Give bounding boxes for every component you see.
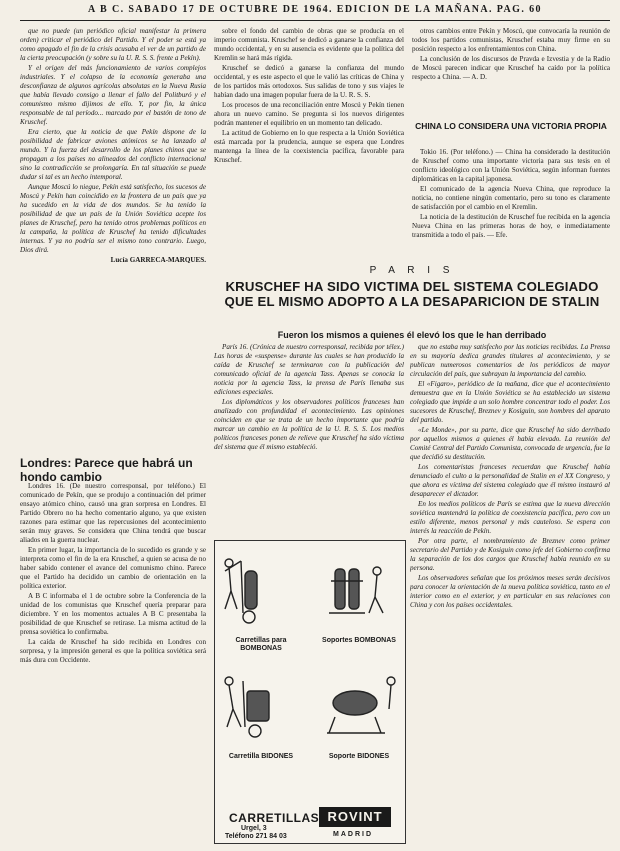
paris-paragraph: París 16. (Crónica de nuestro corresponsal, recibida por télex.) Las horas de «suspense» durante las cuales se han producido la caída de Kruschef se terminaron con la publicación del comunicado oficial de la agencia Tass. Apenas se conocía la noticia por la agencia Tass, la prensa de París llenaba sus ediciones especiales. (214, 343, 404, 396)
rovint-advertisement (214, 540, 406, 844)
ad-caption-drum-cart: Carretilla BIDONES (228, 753, 294, 760)
ad-logo: ROVINT (319, 807, 391, 827)
col1-paragraph: Y el origen del más funcionamiento de varios complejos industriales. Y el colapso de la economía generaba una desconfianza de algunos agrícolas absolutas en la Nueva Rusia que había llevado consigo a llenar el fallo del Politburó y el comunismo mismo dijimos de ello. Y, por fin, la única responsable de tal período... marcado por el bastón de tono de Kruschef. (20, 64, 206, 126)
header-rule (20, 20, 610, 21)
ad-city: MADRID (333, 831, 373, 838)
col3-paragraph: otros cambios entre Pekín y Moscú, que convocaría la reunión de todos los partidos comunistas, Kruschef estaba muy firme en su posición respecto a los enfrentamientos con China. (412, 27, 610, 53)
paris-paragraph: Por otra parte, el nombramiento de Breznev como primer secretario del Partido y de Kosiguin como jefe del Gobierno confirma la separación de los dos cargos que Kruschef había reunido en su persona. (410, 537, 610, 572)
londres-paragraph: Londres 16. (De nuestro corresponsal, por teléfono.) El comunicado de Pekín, que se produjo a continuación del primer ensayo atómico chino, causó una gran sorpresa en Londres. El Partido Obrero no ha hecho comentario alguno, ya que existen razones para estimar que las repercusiones del acontecimiento serán muy graves. Se considera que China tendrá que buscar aliados en la guerra nuclear. (20, 482, 206, 544)
londres-paragraph: La caída de Kruschef ha sido recibida en Londres con sorpresa, y la impresión general es que la política soviética será más dura con Occidente. (20, 638, 206, 664)
main-subheadline: Fueron los mismos a quienes él elevó los que le han derribado (277, 330, 547, 340)
ad-illustrations (215, 541, 405, 801)
ad-address: Urgel, 3 (241, 825, 267, 832)
paris-paragraph: «Le Monde», por su parte, dice que Kruschef ha sido derribado por aquellos mismos a quienes él había elevado. La reunión del Comité Central del Partido Comunista, convocada de urgencia, fue la que decidió su destitución. (410, 426, 610, 461)
china-paragraph: La noticia de la destitución de Kruschef fue recibida en la agencia Nueva China en las primeras horas de hoy, e inmediatamente transmitida a todo el país. — Efe. (412, 213, 610, 239)
drum-cart-illustration (225, 677, 269, 737)
paris-paragraph: Los comentaristas franceses recuerdan que Kruschef había denunciado el culto a la personalidad de Stalin en el XX Congreso, y que ahora es víctima del sistema colegiado que él mismo instauró al desaparecer el dictador. (410, 463, 610, 498)
paris-article-left (214, 343, 404, 535)
paris-article-right (410, 343, 610, 842)
ad-brand: CARRETILLAS (229, 811, 320, 825)
ad-caption-cylinder-cart: Carretillas para BOMBONAS (235, 637, 287, 652)
main-headline: KRUSCHEF HA SIDO VICTIMA DEL SISTEMA COLEGIADO QUE EL MISMO ADOPTO A LA DESAPARICION DE STALIN (224, 279, 600, 309)
paris-paragraph: En los medios políticos de París se estima que la nueva dirección soviética mantendrá la política de coexistencia pacífica, pero con un estilo diferente, menos personal y más cauteloso. Se espera con interés la reacción de Pekín. (410, 500, 610, 535)
ad-caption-drum-stand: Soporte BIDONES (328, 753, 390, 760)
col1-paragraph: que no puede (un periódico oficial manifestar la primera orden) criticar el periódico del Partido. Y el poder se está ya como apagado el fin de la crisis acusaba el ver de un partido de la cierta preocupación (y sobre su la U. R. S. S. frente a Pekín). (20, 27, 206, 62)
paris-label: P A R I S (369, 265, 455, 276)
col2-paragraph: Kruschef se dedicó a ganarse la confianza del mundo occidental, y es este aspecto el que le valió las críticas de China y de los partidos más ortodoxos. Sus salidas de tono y sus viajes le habían dado una imagen popular fuera de la U. R. S. S. (214, 64, 404, 99)
column-2-text (214, 27, 404, 259)
paris-paragraph: que no estaba muy satisfecho por las noticias recibidas. La Prensa en su mayoría dedica grandes titulares al acontecimiento, y se publican numerosos comentarios de los periódicos de mayor circulación del país, que subrayan la importancia del cambio. (410, 343, 610, 378)
china-paragraph: Tokio 16. (Por teléfono.) — China ha considerado la destitución de Kruschef como una importante victoria para sus tesis en el conflicto ideológico con la Unión Soviética, según informan fuentes diplomáticas en la capital japonesa. (412, 148, 610, 183)
londres-headline: Londres: Parece que habrá un hondo cambio (20, 456, 193, 484)
china-headline: CHINA LO CONSIDERA UNA VICTORIA PROPIA (415, 121, 607, 131)
londres-paragraph: En primer lugar, la importancia de lo sucedido es grande y se interpreta como el fin de la era Kruschef, a quien se acusa de no haber sabido contener el avance del comunismo chino. Parece que el Partido ha decidido un cambio de orientación en la política exterior. (20, 546, 206, 590)
cylinder-stand-illustration (329, 567, 383, 613)
londres-article (20, 482, 206, 842)
ad-phone: Teléfono 271 84 03 (225, 833, 287, 840)
paris-paragraph: El «Figaro», periódico de la mañana, dice que el acontecimiento demuestra que en la Unión Soviética se ha establecido un sistema colegiado que impide a un solo hombre concentrar todo el poder. Los sucesores de Kruschef, Breznev y Kosiguin, son hombres del aparato del partido. (410, 380, 610, 424)
drum-stand-illustration (327, 677, 395, 733)
cylinder-cart-illustration (225, 559, 257, 623)
paris-paragraph: Los observadores señalan que los próximos meses serán decisivos para conocer la orientación de la nueva política soviética, tanto en el interior como en el exterior, y en particular en sus relaciones con China y con los países occidentales. (410, 574, 610, 609)
col1-signature: Lucía GARRECA-MARQUES. (110, 256, 206, 264)
col2-paragraph: La actitud de Gobierno en lo que respecta a la Unión Soviética está marcada por la prudencia, aunque se espera que Londres mantenga la línea de la coexistencia pacífica, favorable para Kruschef. (214, 129, 404, 164)
china-paragraph: El comunicado de la agencia Nueva China, que reproduce la noticia, no contiene ningún comentario, pero su tono es claramente de satisfacción por el cambio en el Kremlin. (412, 185, 610, 211)
page-header: A B C. SABADO 17 DE OCTUBRE DE 1964. EDICION DE LA MAÑANA. PAG. 60 (88, 4, 542, 15)
column-3-text (412, 27, 610, 119)
col2-paragraph: Los procesos de una reconciliación entre Moscú y Pekín tienen ahora un nuevo camino. Se pregunta si los nuevos dirigentes podrán mantener el equilibrio en un momento tan delicado. (214, 101, 404, 127)
londres-paragraph: A B C informaba el 1 de octubre sobre la Conferencia de la unidad de los comunistas que Kruschef quería preparar para diciembre. Y en los momentos actuales A B C presentaba la posibilidad de que Kruschef se retirase. La misma actitud de la prensa soviética lo confirmaba. (20, 592, 206, 636)
column-1-text (20, 27, 206, 452)
col1-paragraph: Era cierto, que la noticia de que Pekín dispone de la posibilidad de fabricar aviones atómicos se ha lanzado al mundo. Y la fuerza del desarrollo de los planes chinos que se propagan a los países no alineados del conflicto internacional sino la contradicción se prolongaría. En tal situación se puede dudar si tal es un hecho intemporal. (20, 128, 206, 181)
col2-paragraph: sobre el fondo del cambio de obras que se producía en el imperio comunista. Kruschef se dedicó a ganarse la confianza del mundo occidental, y en su ausencia es evidente que la política del Kremlin se hará más rígida. (214, 27, 404, 62)
col3-paragraph: La conclusión de los discursos de Pravda e Izvestia y de la Radio de Moscú parecen indicar que Kruschef ha caído por la política respecto a China. — A. D. (412, 55, 610, 81)
col1-paragraph: Aunque Moscú lo niegue, Pekín está satisfecho, los sucesos de Moscú y Pekín han coincidido en la frontera de un país que ya ha sucedido en la vida de dos mundos. Se ha tenido la posibilidad de que un país de la Unión Soviética acepte los planes de Kruschef, pero ha tenido otros problemas políticos en la campaña, la política de Kruschef ha tenido dificultades internas. Y ya no podría ser el mismo tono contrario. Luego, Dios dirá. (20, 183, 206, 254)
ad-caption-cylinder-stand: Soportes BOMBONAS (322, 637, 396, 644)
paris-paragraph: Los diplomáticos y los observadores políticos franceses han analizado con profundidad el acontecimiento. Las opiniones coinciden en que se trata de un hecho importante que podría marcar un cambio en la política de la U. R. S. S. Los medios políticos franceses ponen de relieve que Kruschef ha sido víctima del sistema que él mismo estableció. (214, 398, 404, 451)
china-article (412, 148, 610, 268)
